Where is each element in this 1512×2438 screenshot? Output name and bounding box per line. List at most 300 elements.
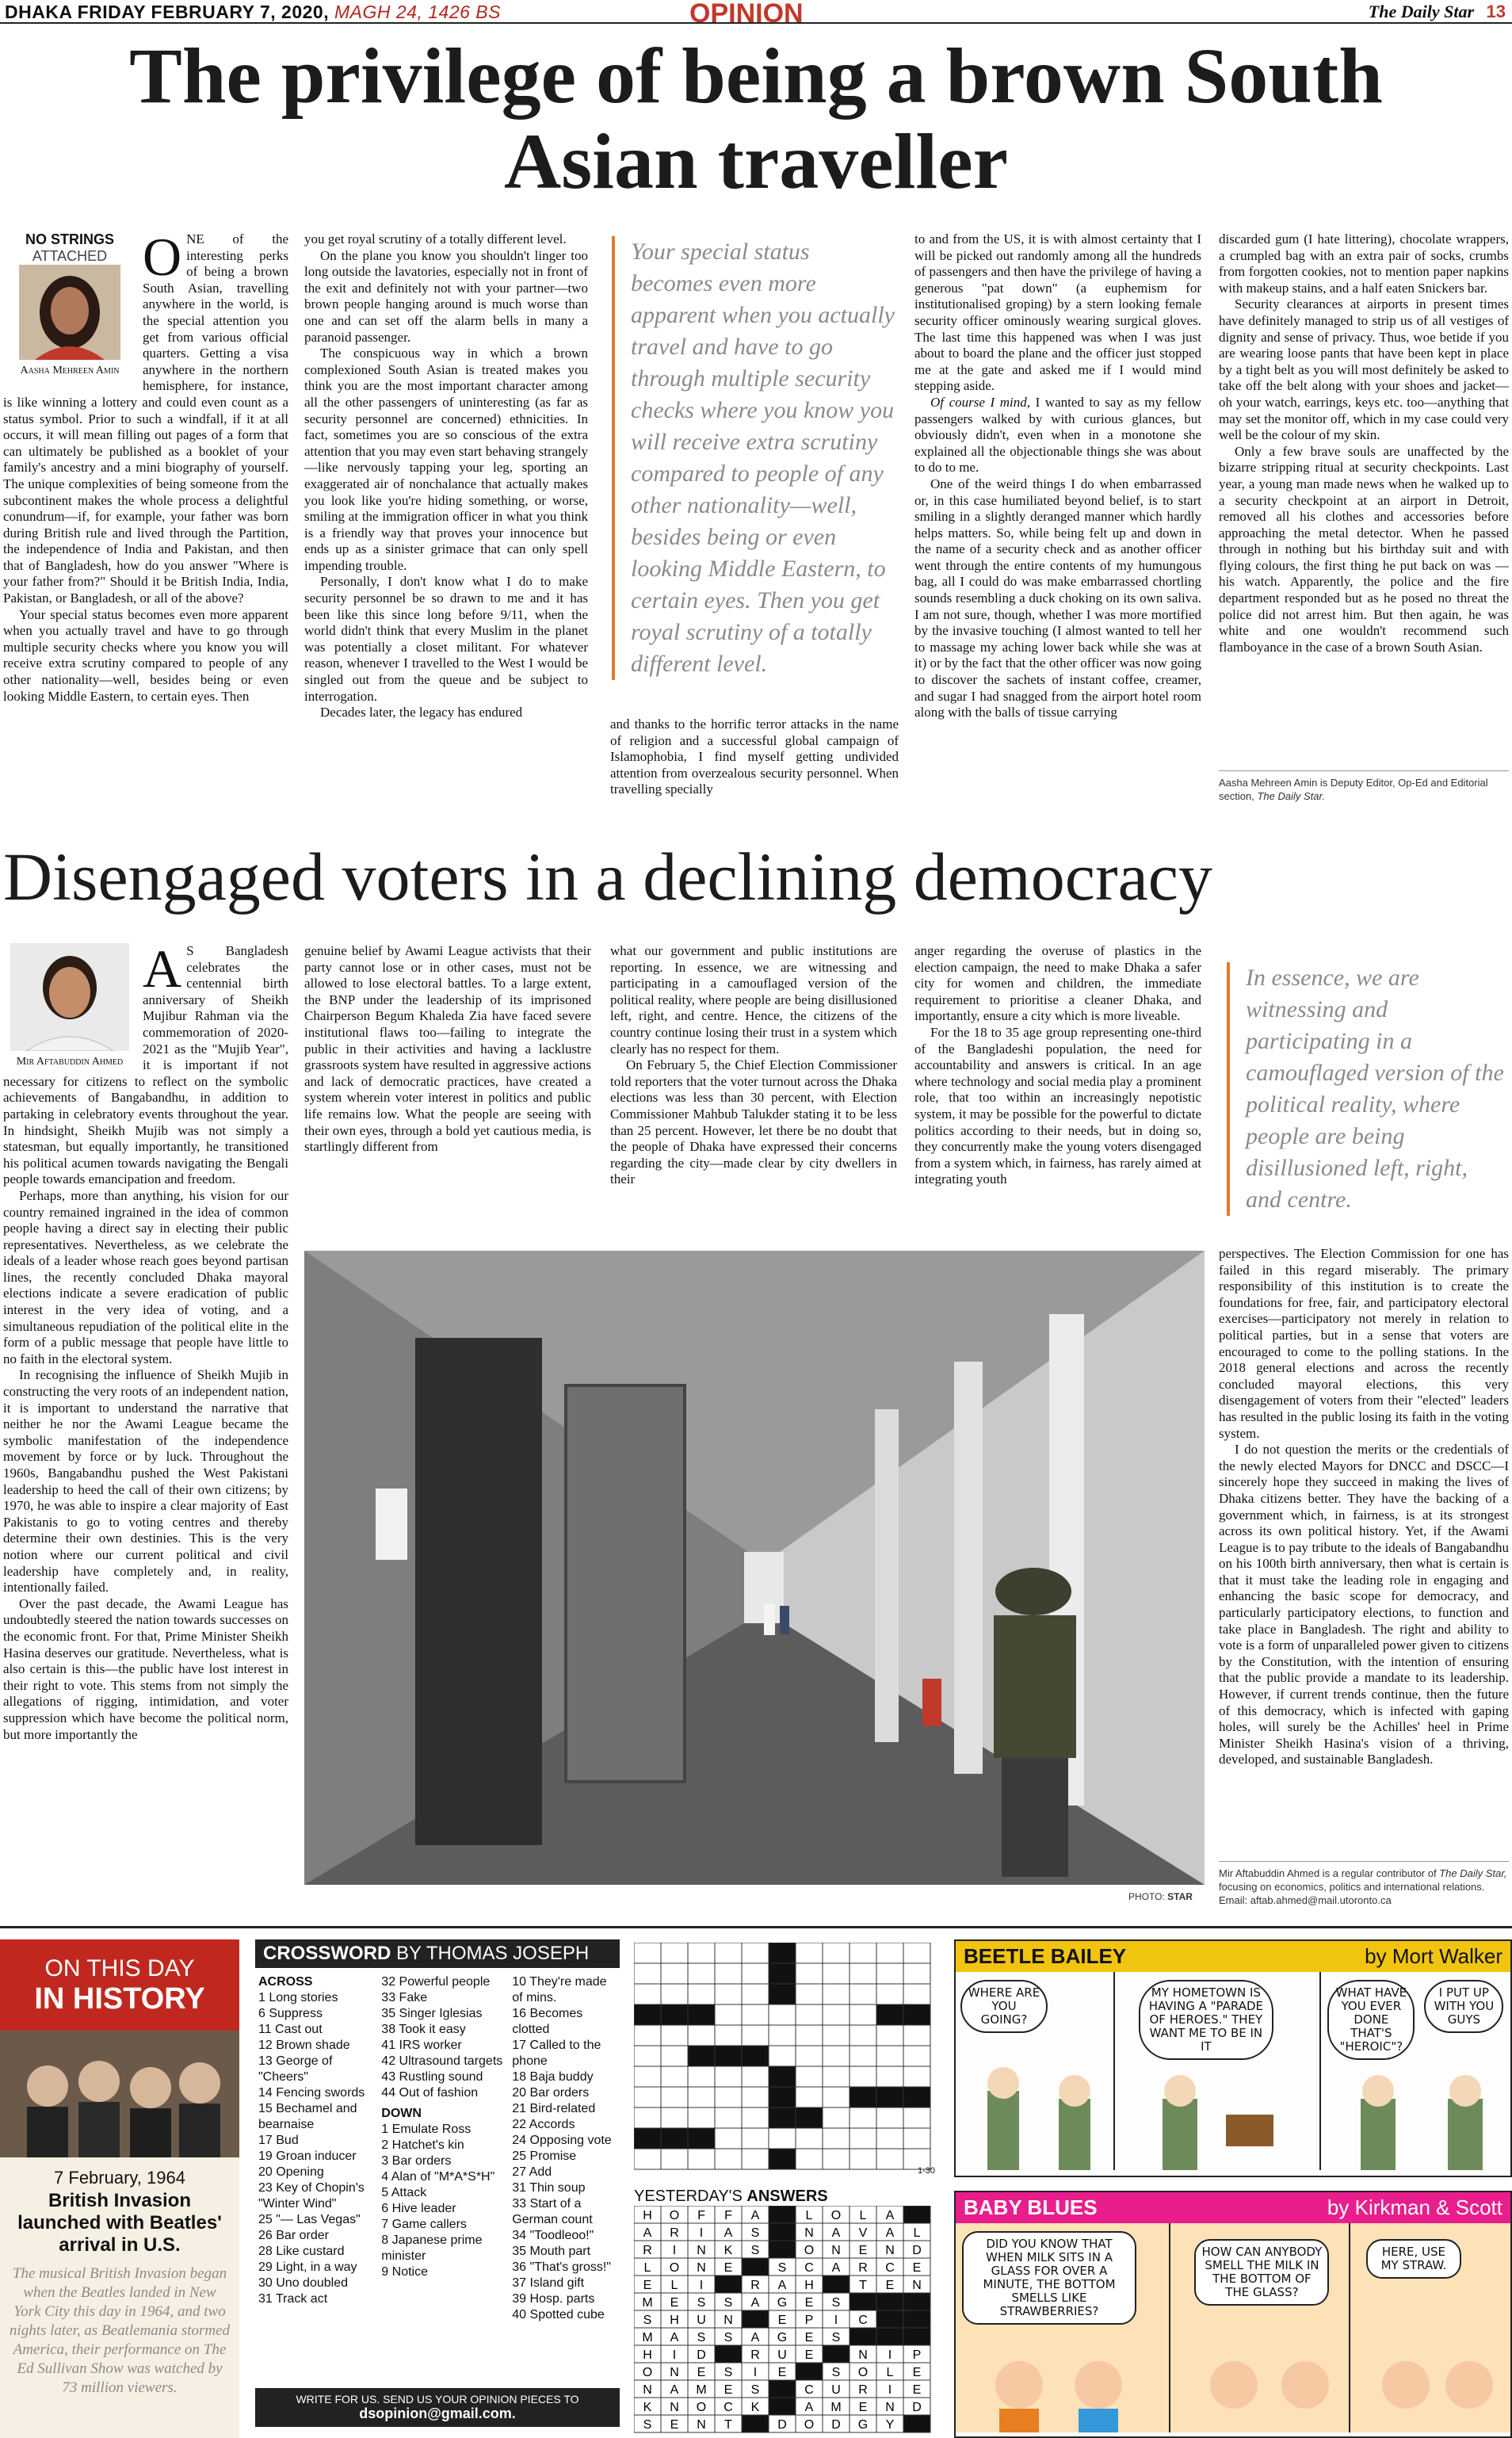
article2-col3 [610,943,897,1243]
grid-cell [850,1984,876,2004]
speech-bubble: WHERE ARE YOU GOING? [960,1980,1048,2033]
body-paragraph: Your special status becomes even more apparent when you actually travel and have to go through multiple security checks where you know you will receive extra scrutiny compared to people of any other nationality—well, besides being or even looking Middle Eastern, to certain eyes. Then [3,606,288,704]
grid-cell [661,2087,688,2107]
answer-letter: I [699,2226,704,2240]
answer-letter: I [834,2314,838,2327]
body-paragraph: perspectives. The Election Commission for one has failed in this regard miserably. The primary responsibility of this institution is to create the foundations for free, fair, and participatory electoral exercises—participatory not merely in relation to political parties, but in a sense that voters are encouraged to come to the polling stations. In the 2018 general elections and across the recently concluded mayoral elections, this very disengagement of voters from their "elected" leaders has resulted in the public losing its faith in the voting system. [1219,1246,1509,1441]
answer-letter: N [670,2401,679,2414]
grid-cell [742,2066,769,2087]
grid-cell [634,1963,661,1984]
answer-letter: N [912,2279,922,2292]
grid-cell [688,1963,715,1984]
history-head-b: IN HISTORY [34,1982,205,2016]
answer-cell [823,2345,850,2363]
answers-grid-svg [634,2206,935,2436]
answer-letter: L [670,2279,678,2292]
body-paragraph: Personally, I don't know what I do to make security personnel be so drawn to me and it has been like this since long before 9/11, when the world didn't think that every Muslim in the planet was potentially a closet militant. For whatever reason, whenever I travelled to the West I would be singled out from the queue and be subject to interrogation. [304,574,588,704]
answer-letter: I [699,2279,704,2292]
answer-cell [850,2328,876,2345]
grid-cell [876,2087,903,2107]
grid-cell [742,1963,769,1984]
speech-bubble: MY HOMETOWN IS HAVING A "PARADE OF HEROES." THEY WANT ME TO BE IN IT [1139,1980,1273,2060]
grid-cell [903,2128,930,2149]
answer-letter: E [885,2279,895,2292]
answer-cell [769,2223,796,2241]
answer-letter: M [696,2383,707,2397]
grid-cell [876,2149,903,2169]
body-text: I wanted to say as my fellow passengers walked by with curious glances, but obviously didn't, even when in a monotone she explained all the objectionable things she was about to do to me. [914,394,1201,476]
answer-cell [742,2258,769,2276]
clue-columns [255,1968,620,2388]
grid-cell [796,1943,823,1963]
body-paragraph: On the plane you know you shouldn't linger too long outside the lavatories, especially not in front of the exit and definitely not with your partner—two brown people hanging around is much worse than one and can set off the alarm bells in many a paranoid passenger. [304,247,588,345]
answer-letter: O [830,2209,842,2222]
column-label: NO STRINGS [25,231,114,247]
grid-cell [634,2107,661,2128]
body-paragraph: I do not question the merits or the credentials of the newly elected Mayors for DNCC and DSCC—I sincerely hope they succeed in making the lives of Dhaka citizens better. They have the backing of a government which, in fairness, is at its strongest across its own political history. Yet, if the Awami League is to pay tribute to the ideals of Bangabandhu on his 100th birth anniversary, then what is certain is that it must take the leading role in engaging and enhancing the basic scope for democracy, and particularly participatory elections, to function and take place in Bangladesh. The right and ability to vote is a form of unparalleled power given to citizens by the Constitution, with the intention of ensuring that the public provide a mandate to its leadership. However, if current trends continue, then the future of this democracy, which is infected with gaping holes, will surely be the Achilles' heel in Prime Minister Sheikh Hasina's vision of a thriving, developed, and sustainable Bangladesh. [1219,1442,1509,1767]
grid-cell [769,1943,796,1963]
across-col-2 [381,1974,504,2388]
grid-cell [769,1984,796,2004]
article1-col5 [1219,231,1509,762]
across-clue: 43 Rustling sound [381,2070,483,2084]
article2-headline: Disengaged voters in a declining democracy [3,839,1212,915]
across-clue: 17 Bud [258,2134,299,2147]
author-photo [10,943,129,1051]
grid-cell [661,1963,688,1984]
answer-letter: M [830,2401,842,2414]
across-clue: 19 Groan inducer [258,2149,357,2163]
grid-cell [823,2149,850,2169]
author-name: Mir Aftabuddin Ahmed [16,1055,124,1068]
baby-header [956,2192,1510,2223]
article1-pullquote: Your special status becomes even more apparent when you actually travel and have to go through multiple security checks where you know you will receive extra scrutiny compared to people of any other nationality—well, besides being or even looking Middle Eastern, to certain eyes. Then you get royal scrutiny of a totally different level. [612,236,897,680]
grid-cell [715,1943,742,1963]
article2-col1 [3,943,288,1905]
answer-letter: S [831,2296,841,2310]
grid-cell [823,2107,850,2128]
answer-letter: R [858,2383,868,2397]
answer-letter: S [724,2331,733,2344]
answer-letter: N [885,2401,895,2414]
answer-letter: G [777,2296,788,2310]
answer-letter: A [643,2226,652,2240]
article1-headline [0,33,1512,204]
down-clue: 8 Japanese prime minister [381,2234,483,2263]
answer-letter: H [670,2314,679,2327]
grid-cell [688,2046,715,2066]
photo-caption [1128,1891,1193,1902]
body-paragraph: genuine belief by Awami League activists that their party cannot lose or in other cases, must not be allowed to lose electoral battles. To a large extent, the BNP under the leadership of its imprisoned Chairperson Begum Khaleda Zia have faced severe institutional flaws too—failing to integrate the public in their activities and having a lacklustre grassroots system have resulted in aggressive actions and lack of democratic practices, have created a system wherein voter interest in politics and public life remains low. What the people are seeing with their own eyes, through a bold yet cautious media, is startlingly different from [304,943,591,1155]
italic-phrase: Of course I mind, [930,394,1030,410]
beetle-panels [956,1972,1510,2170]
body-paragraph: One of the weird things I do when embarrassed or, in this case humiliated beyond belief, is to start smiling in a slightly deranged manner which hardly helps matters. So, while being felt up and down in the name of a security check and as another officer went through the entire contents of my humungous bag, all I could do was make embarrassed chortling sounds resembling a duck choking on its own saliva. I am not sure, though, whether I was more mortified by the invasive touching (I almost wanted to tell her to massage my aching lower back while she was at it) or by the fact that the other officer was now going to discover the sachets of instant coffee, creamer, and sugar I had snagged from the airport hotel room along with the balls of tissue carrying [914,476,1201,720]
grid-cell [850,2128,876,2149]
answer-letter: M [642,2331,653,2344]
answer-letter: F [697,2209,705,2222]
grid-cell [903,2107,930,2128]
down-clue: 20 Bar orders [512,2086,590,2100]
baby-panel-3 [1350,2223,1510,2432]
answer-letter: O [804,2244,815,2257]
answer-cell [715,2276,742,2293]
answer-letter: E [912,2383,922,2397]
article1-col2 [304,231,588,810]
answer-letter: N [858,2348,868,2362]
answer-letter: A [670,2383,679,2397]
comic-figures [1345,2067,1503,2170]
answer-letter: E [858,2401,868,2414]
answers-label: YESTERDAY'S [634,2188,743,2205]
across-clue: 38 Took it easy [381,2023,466,2036]
grid-cell [634,2025,661,2046]
down-clue: 33 Start of a German count [512,2197,593,2226]
grid-cell [688,2004,715,2025]
across-clue: 30 Uno doubled [258,2276,348,2290]
paper-name [1369,2,1506,22]
answer-cell [876,2293,903,2310]
comic-title: BEETLE BAILEY [964,1944,1127,1968]
dateline [5,2,501,23]
dateline-date: DHAKA FRIDAY FEBRUARY 7, 2020, [5,2,330,22]
answer-letter: A [670,2331,679,2344]
answer-letter: A [804,2401,814,2414]
answer-letter: S [643,2314,652,2327]
grid-cell [688,2025,715,2046]
body-paragraph: Over the past decade, the Awami League has undoubtedly steered the nation towards successes on the economic front. For that, Prime Minister Sheikh Hasina deserves our gratitude. Nevertheless, what is also certain is this—the public have lost interest in their right to vote. This stems from not simply the allegations of rigging, intimidation, and voter suppression which have become the political norm, but more importantly the [3,1595,288,1742]
answer-letter: O [669,2209,680,2222]
grid-cell [850,2087,876,2107]
down-clue: 18 Baja buddy [512,2070,594,2084]
grid-cell [688,1984,715,2004]
answer-cell [903,2415,930,2432]
dateline-bengali-date: MAGH 24, 1426 BS [334,2,501,22]
across-clue: 12 Brown shade [258,2039,350,2052]
answer-letter: E [777,2314,787,2327]
down-clue: 39 Hosp. parts [512,2292,595,2306]
down-clue: 35 Mouth part [512,2245,591,2258]
comic-title: BABY BLUES [964,2195,1098,2219]
answer-letter: N [724,2314,733,2327]
grid-cell [903,1984,930,2004]
article1-author-bio [1219,770,1509,810]
comic-author: by Mort Walker [1365,1944,1502,1968]
answer-letter: D [697,2348,706,2362]
answer-cell [796,2363,823,2380]
down-clue: 37 Island gift [512,2276,585,2290]
grid-cell [715,1984,742,2004]
answer-cell [715,2345,742,2363]
grid-cell [823,1984,850,2004]
answer-letter: N [804,2226,814,2240]
photo-caption-label: PHOTO: [1128,1891,1165,1902]
grid-cell [742,1943,769,1963]
down-clue: 17 Called to the phone [512,2039,601,2068]
answer-letter: A [750,2209,760,2222]
answer-letter: E [804,2348,814,2362]
grid-cell [688,2107,715,2128]
grid-cell [796,1984,823,2004]
grid-cell [688,2128,715,2149]
history-photo [0,2031,239,2157]
answers-header [634,2188,935,2206]
answer-letter: R [858,2261,868,2275]
answer-cell [903,2310,930,2328]
across-col [258,1974,373,2388]
answer-cell [903,2206,930,2223]
answer-letter: O [696,2401,707,2414]
article2-col4 [914,943,1201,1243]
grid-cell [903,2025,930,2046]
article2-pullquote: In essence, we are witnessing and participating in a camouflaged version of the political reality, where people are being disillusioned left, right, and centre. [1227,962,1504,1216]
answer-letter: S [750,2383,760,2397]
article1-col1 [3,231,288,810]
drop-cap: O [143,231,182,287]
grid-cell [634,1943,661,1963]
beetle-panel-1 [956,1972,1115,2170]
baby-panels [956,2223,1510,2432]
down-clue: 36 "That's gross!" [512,2260,611,2274]
answer-letter: C [858,2314,868,2327]
grid-cell [796,2025,823,2046]
down-clue: 6 Hive leader [381,2202,456,2215]
body-paragraph: to and from the US, it is with almost certainty that I will be picked out randomly among all the hundreds of passengers and then have the privilege of having a generous "pat down" (a euphemism for institutionalised groping) by a stern looking female security officer ominously wearing surgical gloves. The last time this happened was when I was just about to board the plane and the officer just stopped me at the gate and asked me if I would mind stepping aside. [914,231,1201,394]
across-clue: 6 Suppress [258,2007,323,2020]
answer-letter: U [697,2314,706,2327]
masthead [0,0,1512,29]
crossword-title: CROSSWORD [263,1943,391,1964]
answer-letter: E [912,2261,922,2275]
grid-cell [823,2087,850,2107]
down-clue: 31 Thin soup [512,2181,586,2195]
answer-letter: D [777,2418,787,2432]
grid-cell [903,2004,930,2025]
grid-cell [769,2025,796,2046]
answer-letter: S [697,2331,706,2344]
answer-letter: P [804,2314,814,2327]
down-clue: 25 Promise [512,2149,577,2163]
down-clue: 22 Accords [512,2118,575,2131]
history-head-a: ON THIS DAY [44,1955,195,1981]
bio-rest: focusing on economics, politics and international relations. Email: aftab.ahmed@mail.utoronto.ca [1219,1881,1485,1906]
answer-cell [903,2328,930,2345]
answer-letter: N [643,2383,652,2397]
comic-figures [1366,2337,1509,2432]
body-paragraph: NE of the interesting perks of being a brown South Asian, travelling anywhere in the world, is the special attention you get from various official quarters. Getting a visa anywhere in the northern hemisphere, for instance, is like winning a lottery and could even count as a status symbol. Prior to such a windfall, if it at all occurs, it will mean filling out pages of a form that can ultimately be published as a booklet of your family's ancestry and a mini biography of yourself. The unique complexities of being someone from the subcontinent makes the whole process a delightful conundrum—if, for example, your father was born during British rule and lived through the Partition, the independence of India and Pakistan, and then that of Bangladesh, how do you answer "Where is your father from?" Should it be British India, India, Pakistan, or Bangladesh, or all of the above? [3,231,288,606]
grid-cell [823,1943,850,1963]
answer-letter: Y [885,2418,895,2432]
grid-cell [796,2066,823,2087]
answer-letter: P [912,2348,922,2362]
crossword-clues [255,1939,620,2438]
down-clue: 10 They're made of mins. [512,1975,607,2004]
answer-letter: N [831,2244,841,2257]
answer-letter: E [777,2366,787,2379]
grid-cell [715,1963,742,1984]
crossword-grid-svg [634,1943,935,2172]
column-label-sub: ATTACHED [32,248,108,264]
article2-author-bio [1219,1861,1509,1909]
answer-letter: E [858,2244,868,2257]
answer-letter: A [885,2226,895,2240]
down-col [512,1974,617,2388]
answer-letter: R [750,2348,760,2362]
grid-cell [769,2107,796,2128]
history-date: 7 February, 1964 [54,2168,185,2188]
answer-letter: K [643,2401,652,2414]
page-number: 13 [1486,2,1506,21]
grid-cell [634,1984,661,2004]
grid-cell [715,2087,742,2107]
answer-letter: S [724,2366,733,2379]
answer-letter: E [670,2418,679,2432]
answer-letter: A [777,2279,787,2292]
answer-letter: U [831,2383,841,2397]
history-title: British Invasion launched with Beatles' arrival in U.S. [17,2190,222,2256]
answer-letter: N [697,2261,706,2275]
grid-cell [823,2128,850,2149]
answer-cell [742,2415,769,2432]
grid-cell [715,2004,742,2025]
body-paragraph: you get royal scrutiny of a totally different level. [304,231,567,246]
grid-cell [661,2025,688,2046]
crossword-footer [255,2388,620,2427]
across-clue: 15 Bechamel and bearnaise [258,2102,357,2131]
grid-cell [796,1963,823,1984]
comic-figures [1186,2337,1345,2432]
grid-cell [661,2128,688,2149]
answer-cell [876,2328,903,2345]
beetle-bailey-strip [954,1939,1512,2177]
answer-letter: R [670,2226,679,2240]
article1-headline-text: The privilege of being a brown South Asian traveller [129,32,1383,205]
article2-col2 [304,943,591,1243]
grid-cell [634,2149,661,2169]
answers-label-bold: ANSWERS [746,2188,828,2205]
answer-letter: S [750,2244,760,2257]
grid-cell [661,2066,688,2087]
body-paragraph: Only a few brave souls are unaffected by the bizarre stripping ritual at security checkpoints. Last year, a young man made news when he walked up to a security checkpoint at an airport in Detroit, removed all his clothes and accessories before approaching the metal detector. When he passed through in nothing but his birthday suit and with flying colours, the first thing he put back on was — his watch. Apparently, the police and the fire department responded but as he posed no threat the police did not arrest him. But then again, he was white and one wouldn't recommend such flamboyance in the case of a brown South Asian. [1219,443,1509,655]
drop-cap: A [143,943,182,999]
body-paragraph: what our government and public institutions are reporting. In essence, we are witnessing and participating in a camouflaged version of the political reality, where people are being disillusioned left, right, and centre. Hence, the citizens of the country continue losing their trust in a system which clearly has no respect for them. [610,943,897,1057]
grid-cell [742,2128,769,2149]
grid-cell [850,2004,876,2025]
paper-logo: The Daily Star [1368,2,1475,21]
answer-letter: K [750,2401,760,2414]
answer-cell [769,2206,796,2223]
crossword-byline: BY THOMAS JOSEPH [391,1943,590,1964]
answer-letter: S [697,2296,706,2310]
across-clue: 26 Bar order [258,2229,329,2242]
grid-cell [876,1984,903,2004]
down-clue: 40 Spotted cube [512,2308,605,2321]
across-clue: 11 Cast out [258,2023,323,2036]
beetle-panel-3 [1321,1972,1510,2170]
grid-cell [742,2087,769,2107]
grid-cell [742,1984,769,2004]
answer-letter: C [804,2261,814,2275]
grid-cell [823,2004,850,2025]
grid-cell [634,2087,661,2107]
down-clue: 1 Emulate Ross [381,2123,472,2136]
baby-blues-strip [954,2191,1512,2438]
crossword-date-code: 1-30 [917,2166,935,2176]
answer-letter: H [643,2348,652,2362]
comic-author: by Kirkman & Scott [1327,2195,1502,2219]
body-paragraph: For the 18 to 35 age group representing one-third of the Bangladeshi population, the need for accountability and answers is critical. In an age where technology and social media play a prominent role, that too within an increasingly nepotistic system, it may be possible for the powerful to dictate politics according to their needs, but in doing so, they concurrently make the young voters disengaged from a system which, in fairness, has rarely aimed at integrating youth [914,1024,1201,1187]
speech-bubble: WHAT HAVE YOU EVER DONE THAT'S "HEROIC"? [1327,1980,1415,2060]
grid-cell [850,2046,876,2066]
answer-letter: O [669,2261,680,2275]
across-label: ACROSS [258,1975,313,1989]
author-name: Aasha Mehreen Amin [20,364,120,376]
answer-letter: S [831,2331,841,2344]
grid-cell [634,2046,661,2066]
answer-letter: I [672,2348,677,2362]
answer-letter: S [643,2418,652,2432]
answer-letter: I [753,2366,758,2379]
bio-italic: The Daily Star. [1257,790,1325,802]
across-clue: 23 Key of Chopin's "Winter Wind" [258,2181,365,2211]
baby-panel-2 [1170,2223,1350,2432]
answer-letter: I [888,2383,892,2397]
answer-cell [769,2380,796,2398]
answer-letter: T [724,2418,732,2432]
article1-col3-tail [610,716,899,810]
across-clue: 20 Opening [258,2165,324,2179]
down-clue: 24 Opposing vote [512,2134,612,2147]
grid-cell [850,2025,876,2046]
across-clue: 29 Light, in a way [258,2260,357,2274]
history-box [0,1939,239,2438]
speech-bubble: HERE, USE MY STRAW. [1366,2239,1461,2279]
answer-letter: L [886,2366,894,2379]
grid-cell [661,2107,688,2128]
grid-cell [715,2128,742,2149]
answer-letter: C [724,2401,733,2414]
photo-caption-source: STAR [1167,1891,1193,1902]
body-paragraph: and thanks to the horrific terror attacks in the name of religion and a successful global campaign of Islamophobia, I find myself getting undivided attention from overzealous security personnel. When travelling specially [610,716,899,797]
beetle-header [956,1941,1510,1972]
grid-cell [876,2128,903,2149]
history-body: The musical British Invasion began when the Beatles landed in New York City this day in 1964, and two nights later, as Beatlemania stormed America, their performance on The Ed Sullivan Show was watched by 73 million viewers. [9,2265,231,2396]
grid-cell [796,2087,823,2107]
grid-cell [850,1943,876,1963]
grid-cell [850,2066,876,2087]
grid-cell [850,2107,876,2128]
answer-letter: N [670,2366,679,2379]
footer-line-1: WRITE FOR US. SEND US YOUR OPINION PIECES TO [296,2393,579,2406]
across-clue: 44 Out of fashion [381,2086,479,2100]
grid-cell [634,2128,661,2149]
comic-figures [964,2059,1122,2170]
answer-letter: V [858,2226,868,2240]
answer-letter: G [857,2418,869,2432]
answer-letter: F [724,2209,732,2222]
across-clue: 33 Fake [381,1991,428,2004]
down-clue: 34 "Toodleoo!" [512,2229,594,2242]
answer-letter: C [885,2261,895,2275]
section-divider [0,1926,1512,1928]
grid-cell [769,2046,796,2066]
grid-cell [715,2046,742,2066]
down-clue: 27 Add [512,2165,552,2179]
grid-cell [661,2046,688,2066]
grid-cell [661,1984,688,2004]
grid-cell [823,2046,850,2066]
across-clue: 1 Long stories [258,1991,338,2004]
answer-letter: E [804,2296,814,2310]
